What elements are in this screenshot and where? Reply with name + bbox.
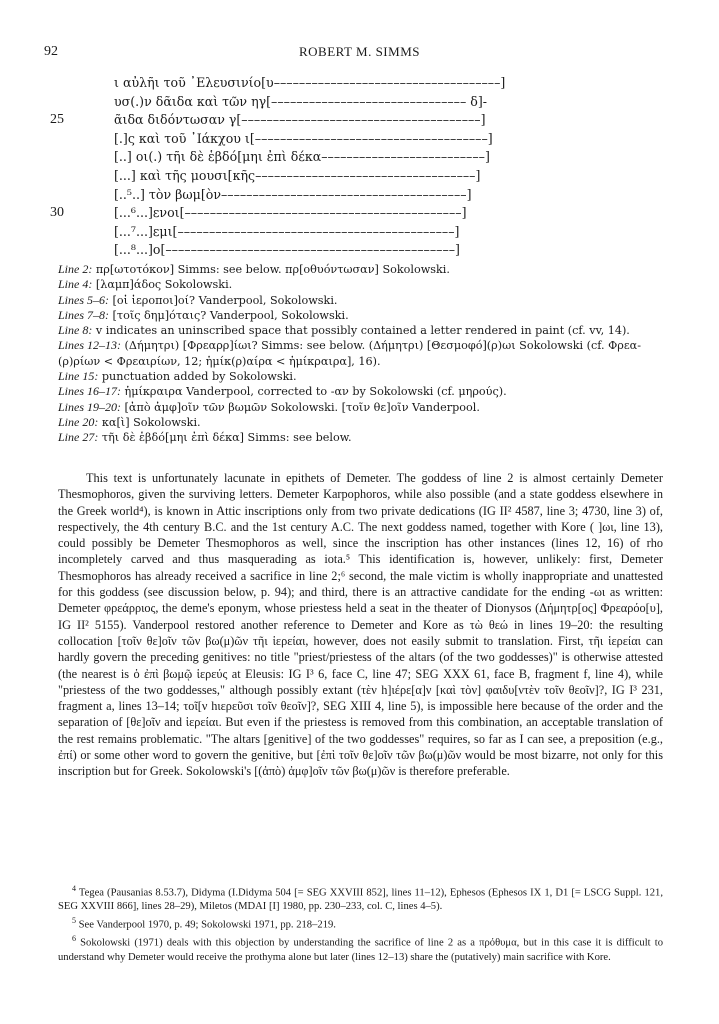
footnotes [58,882,663,965]
inscription-line-text: [...⁷...]εμι[––––––––––––––––––––––––––––––––––––––––––––] [114,223,460,239]
footnote [58,932,663,964]
apparatus-entry [58,338,658,353]
apparatus-text: κα[ὶ] Sokolowski. [98,415,201,429]
inscription-line [50,241,610,260]
footnote-mark: 4 [72,884,76,893]
apparatus-text: τῆι δὲ ἑβδό[μηι ἐπὶ δέκα] Simms: see below. [98,431,352,445]
footnote [58,882,663,914]
footnote-text: Sokolowski (1971) deals with this objection by understanding the sacrifice of line 2 as a πρόθυμα, but in this case it is difficult to understand why Demeter would receive the prothyma alone but later (lines 12–13) share the (putatively) main sacrifice with Kore. [58,937,663,963]
apparatus-text: [τοῖς δημ]όταις? Vanderpool, Sokolowski. [109,308,349,322]
apparatus-entry [58,384,658,399]
apparatus-text: punctuation added by Sokolowski. [98,370,297,384]
inscription-line-text: [...⁶...]ενοι[––––––––––––––––––––––––––––––––––––––––––––] [114,205,467,221]
inscription-line [50,93,610,112]
footnote-text: See Vanderpool 1970, p. 49; Sokolowski 1971, pp. 218–219. [76,919,336,931]
page-number: 92 [44,44,58,59]
apparatus-text: πρ[ωτοτόκον] Simms: see below. πρ[οθυόντωσαν] Sokolowski. [92,263,450,276]
apparatus-text: v indicates an uninscribed space that possibly contained a letter rendered in paint (cf. vv, 14). [92,324,630,338]
apparatus-text: (ρ)ρίων < Φρεαιρίων, 12; ἡμίκ(ρ)αίρα < ἡμίκραιρα], 16). [58,354,381,368]
apparatus-text: [ἀπὸ ἀμφ]οῖν τῶν βωμῶν Sokolowski. [τοῖν θε]οῖν Vanderpool. [121,400,480,414]
line-number: 25 [50,112,64,128]
inscription-line-text: ι αὐλῆι τοῦ ᾿Ελευσινίο[υ––––––––––––––––––––––––––––––––––––] [114,75,506,90]
inscription-line [50,74,610,93]
inscription-line-text: [...] καὶ τῆς μουσι[κῆς–––––––––––––––––––––––––––––––––––] [114,167,481,183]
apparatus-entry [58,308,658,323]
body-text [58,470,663,780]
apparatus-text: (Δήμητρι) [Φρεαρρ]ίωι? Simms: see below. (Δήμητρι) [Θεσμοφό](ρ)ωι Sokolowski (cf. Φρεα- [121,339,641,353]
inscription-line [50,186,610,205]
apparatus-entry [58,262,658,277]
inscription-line [50,130,610,149]
inscription-line-text: ᾶιδα διδόντωσαν γ[––––––––––––––––––––––––––––––––––––––] [114,112,486,128]
inscription-line-text: [..⁵..] τὸν βωμ[ὸν–––––––––––––––––––––––––––––––––––––––] [114,186,472,202]
page-header [44,44,675,64]
apparatus-label: Line 27: [58,430,99,445]
inscription-line [50,111,610,130]
apparatus-entry [58,293,658,308]
apparatus-text: [λαμπ]άδος Sokolowski. [92,278,233,292]
apparatus-label: Lines 19–20: [58,399,121,414]
footnote [58,914,663,932]
apparatus-entry [58,430,658,445]
apparatus-label: Lines 16–17: [58,384,121,399]
apparatus-text: ἡμίκραιρα Vanderpool, corrected to -αν by Sokolowski (cf. μηρούς). [121,385,507,399]
inscription-line [50,223,610,242]
inscription-line-text: [.]ς καὶ τοῦ ᾿Ιάκχου ι[–––––––––––––––––––––––––––––––––––––] [114,130,493,146]
apparatus-label: Lines 12–13: [58,338,121,353]
body-paragraph: This text is unfortunately lacunate in epithets of Demeter. The goddess of line 2 is almost certainly Demeter Thesmophoros, given the surviving letters. Demeter Karpophoros, while also possible (and a state goddess elsewhere in the Greek world⁴), is known in Attic inscriptions only from two private dedications (IG II² 4587, line 3; 4730, line 3) of, respectively, the 4th century B.C. and the 1st century A.C. The next goddess named, together with Kore ( ]ωι, line 13), could possibly be Demeter Thesmophoros as well, since the inscription has other instances (lines 12, 16) of rho incompletely carved and thus masquerading as iota.⁵ This identification is, however, unlikely: first, Demeter Thesmophoros has already received a sacrifice in line 2;⁶ second, the male victim is wholly inappropriate and unattested for this goddess (see discussion below, p. 94); and third, there is an attractive candidate for the ending -ωι as written: Demeter φρεάρριος, the deme's eponym, whose priestess held a seat in the theater of Dionysos (Δήμητρ[ος] Φρεαρόο[υ], IG II² 5155). Vanderpool restored another reference to Demeter and Kore as τὼ θεώ in lines 19–20: the resulting collocation [τοῖν θε]οῖν τῶν βω(μ)ῶν τῆι ἱερείαι, however, does not easily submit to translation. First, τῆι ἱερείαι can hardly govern the preceding genitives: no title "priest/priestess of the altars (of the two goddesses)" is otherwise attested (the nearest is ὁ ἐπὶ βωμῷ ἱερεύς at Eleusis: IG I³ 6, face C, line 47; SEG XXX 61, face B, fragment f, line 4), while "priestess of the two goddesses," although possibly extant (τὲν h]ιέρε[α]ν [καὶ τὸν] φαιδυ[ντὲν τοῖν θεοῖν]?, IG I³ 231, fragment a, lines 13–14; τοῖ[ν hιερεῦσι τοῖν θεοῖν]?, SEG XIII 4, line 5), is impossible here because of the order and the separation of [θε]οῖν and ἱερείαι. But even if the priestess is removed from this combination, an acceptable translation of the rest remains problematic. "The altars [genitive] of the two goddesses" requires, so far as I can see, a preposition (e.g., ἐπί) or some other word to govern the genitive, but [ἐπὶ τοῖν θε]οῖν τῶν βω(μ)ῶν would be most bizarre, not only for this inscription but for Greek. Sokolowski's [(ἀπὸ) ἀμφ]οῖν τῶν βω(μ)ῶν is therefore preferable. [58,471,663,779]
running-head: ROBERT M. SIMMS [299,44,420,59]
apparatus-label: Line 15: [58,369,99,384]
apparatus-label: Lines 7–8: [58,307,109,322]
footnote-mark: 6 [72,934,76,944]
critical-apparatus [58,262,658,446]
inscription-line [50,167,610,186]
footnote-mark: 5 [72,916,76,926]
inscription-text [50,74,610,260]
apparatus-label: Line 2: [58,262,93,276]
inscription-line [50,148,610,167]
apparatus-entry [58,354,658,369]
apparatus-entry [58,369,658,384]
apparatus-label: Line 4: [58,277,93,292]
apparatus-text: [οἱ ἱεροποι]οί? Vanderpool, Sokolowski. [109,293,338,307]
apparatus-entry [58,323,658,338]
line-number: 30 [50,205,64,221]
inscription-line [50,204,610,223]
apparatus-entry [58,277,658,292]
apparatus-label: Line 8: [58,323,93,338]
inscription-line-text: [...⁸...]ο[––––––––––––––––––––––––––––––––––––––––––––––] [114,242,460,258]
inscription-line-text: υσ(.)ν δᾶιδα καὶ τῶν ηγ[––––––––––––––––––––––––––––––– δ]- [114,93,488,109]
apparatus-entry [58,400,658,415]
inscription-line-text: [..] οι(.) τῆι δὲ ἑβδό[μηι ἐπὶ δέκα––––––––––––––––––––––––––] [114,149,490,165]
apparatus-label: Line 20: [58,414,99,429]
footnote-text: Tegea (Pausanias 8.53.7), Didyma (I.Didyma 504 [= SEG XXVIII 852], lines 11–12), Ephesos (Ephesos IX 1, D1 [= LSCG Suppl. 121, SEG XXVIII 866], lines 28–29), Miletos (MDAI [I] 1980, pp. 230–233, col. C, lines 4–5). [58,887,663,913]
apparatus-label: Lines 5–6: [58,292,109,307]
apparatus-entry [58,415,658,430]
